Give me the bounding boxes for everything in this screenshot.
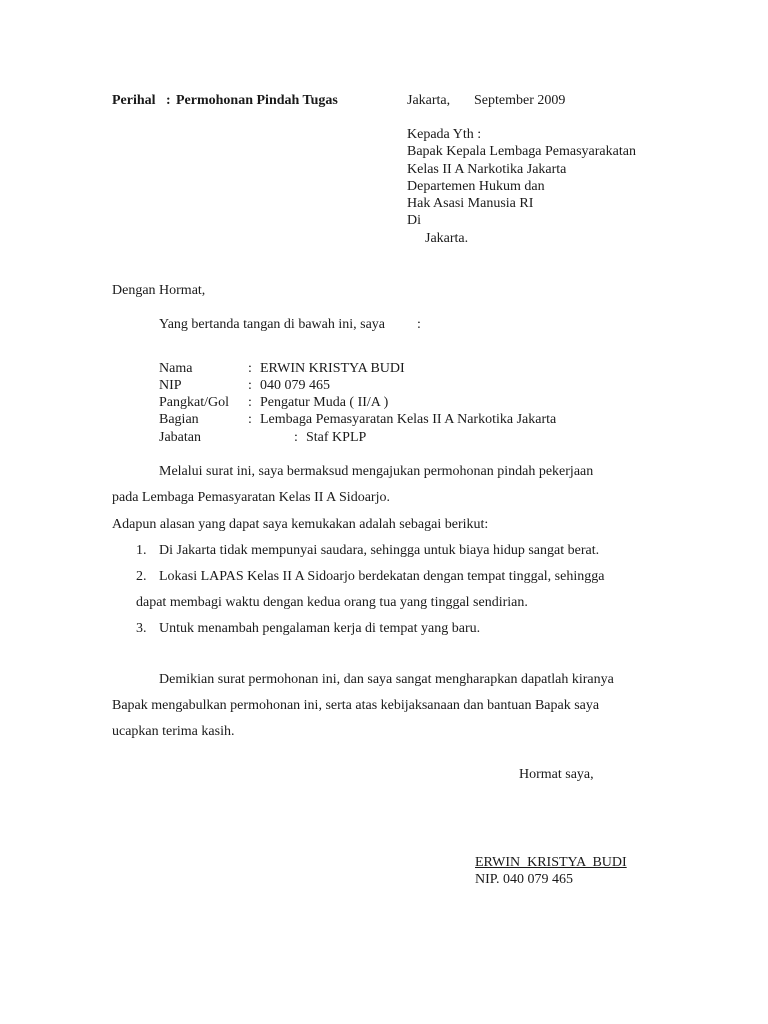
perihal-separator: : (166, 93, 171, 108)
greeting: Dengan Hormat, (112, 283, 206, 298)
identity-separator: : (248, 361, 252, 376)
reason-text: Di Jakarta tidak mempunyai saudara, sehingga untuk biaya hidup sangat berat. (159, 543, 600, 558)
identity-separator: : (248, 395, 252, 410)
reasons-intro: Adapun alasan yang dapat saya kemukakan adalah sebagai berikut: (112, 517, 489, 532)
perihal-value: Permohonan Pindah Tugas (176, 93, 338, 108)
identity-separator: : (248, 378, 252, 393)
letter-city: Jakarta, (407, 93, 451, 108)
identity-value: Staf KPLP (306, 430, 367, 445)
signature-salutation: Hormat saya, (519, 767, 594, 782)
identity-separator: : (248, 412, 252, 427)
identity-separator: : (294, 430, 298, 445)
identity-label: Jabatan (159, 430, 201, 445)
perihal-label: Perihal (112, 93, 156, 108)
body-paragraph-line: pada Lembaga Pemasyaratan Kelas II A Sidoarjo. (112, 490, 390, 505)
closing-paragraph-line: Bapak mengabulkan permohonan ini, serta atas kebijaksanaan dan bantuan Bapak saya (112, 698, 600, 713)
reason-number: 3. (136, 621, 147, 636)
identity-label: Bagian (159, 412, 199, 427)
intro-text: Yang bertanda tangan di bawah ini, saya (159, 317, 386, 332)
identity-label: Pangkat/Gol (159, 395, 229, 410)
body-paragraph-line: Melalui surat ini, saya bermaksud mengajukan permohonan pindah pekerjaan (159, 464, 594, 479)
recipient-line: Bapak Kepala Lembaga Pemasyarakatan (407, 144, 636, 159)
identity-value: Lembaga Pemasyaratan Kelas II A Narkotika Jakarta (260, 412, 557, 427)
recipient-line: Hak Asasi Manusia RI (407, 196, 534, 211)
reason-number: 2. (136, 569, 147, 584)
reason-text: Untuk menambah pengalaman kerja di tempat yang baru. (159, 621, 481, 636)
closing-paragraph-line: ucapkan terima kasih. (112, 724, 235, 739)
letter-date: September 2009 (474, 93, 566, 108)
closing-paragraph-line: Demikian surat permohonan ini, dan saya sangat mengharapkan dapatlah kiranya (159, 672, 614, 687)
recipient-line: Di (407, 213, 421, 228)
identity-value: ERWIN KRISTYA BUDI (260, 361, 405, 376)
signatory-nip: NIP. 040 079 465 (475, 872, 574, 887)
reason-text: Lokasi LAPAS Kelas II A Sidoarjo berdekatan dengan tempat tinggal, sehingga (159, 569, 605, 584)
identity-value: 040 079 465 (260, 378, 330, 393)
recipient-line: Jakarta. (425, 231, 469, 246)
identity-label: Nama (159, 361, 193, 376)
identity-label: NIP (159, 378, 182, 393)
identity-value: Pengatur Muda ( II/A ) (260, 395, 389, 410)
recipient-line: Kepada Yth : (407, 127, 482, 142)
reason-text-continued: dapat membagi waktu dengan kedua orang tua yang tinggal sendirian. (136, 595, 528, 610)
reason-number: 1. (136, 543, 147, 558)
recipient-line: Kelas II A Narkotika Jakarta (407, 162, 567, 177)
signatory-name: ERWIN KRISTYA BUDI (475, 855, 627, 870)
intro-colon: : (417, 317, 421, 332)
recipient-line: Departemen Hukum dan (407, 179, 545, 194)
